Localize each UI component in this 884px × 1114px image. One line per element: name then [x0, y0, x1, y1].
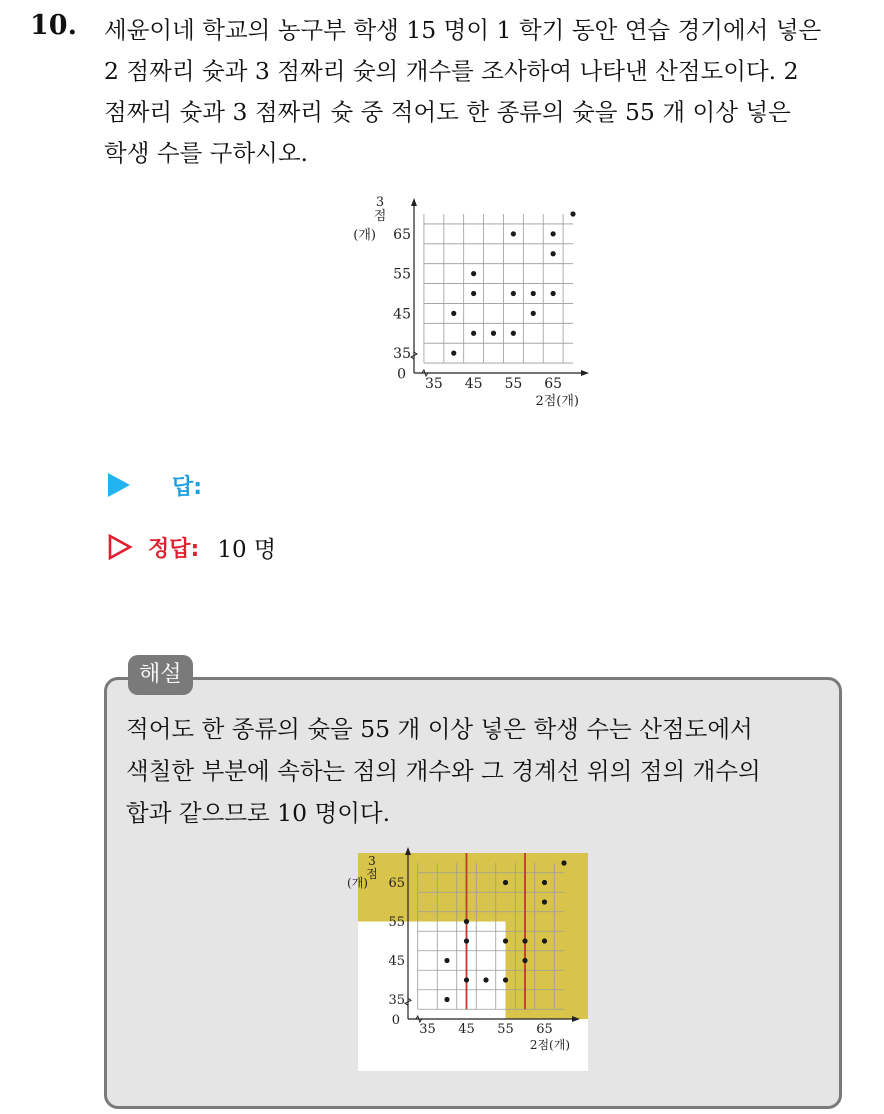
question-line: 학생 수를 구하시오. [104, 139, 309, 167]
data-point [551, 251, 556, 256]
y-tick-label: 55 [393, 266, 411, 283]
data-point [503, 880, 508, 885]
data-point [542, 938, 547, 943]
y-axis-label: 점 [373, 209, 387, 224]
outline-arrow-icon [108, 534, 132, 560]
data-point [522, 938, 527, 943]
question-text [104, 10, 864, 174]
data-point [451, 311, 456, 316]
data-point [483, 977, 488, 982]
answer-row [108, 468, 216, 502]
data-point [511, 231, 516, 236]
question-line: 2 점짜리 슛과 3 점짜리 슛의 개수를 조사하여 나타낸 산점도이다. 2 [104, 57, 799, 85]
axes [411, 198, 589, 376]
y-tick-label: 55 [388, 915, 405, 931]
data-point [503, 977, 508, 982]
data-point [464, 919, 469, 924]
data-point [471, 331, 476, 336]
explanation-tag: 해설 [128, 655, 193, 695]
x-tick-label: 35 [419, 1022, 436, 1037]
y-axis-label: 3 [368, 854, 376, 868]
data-point [451, 351, 456, 356]
y-axis-label: 3 [375, 195, 385, 210]
x-tick-label: 65 [544, 376, 563, 392]
question-number: 10. [30, 10, 77, 41]
x-axis-arrow [581, 370, 589, 376]
y-axis-label: 점 [366, 867, 378, 881]
play-arrow-icon [108, 473, 130, 497]
data-point [444, 958, 449, 963]
data-point [471, 271, 476, 276]
explanation-line: 색칠한 부분에 속하는 점의 개수와 그 경계선 위의 점의 개수의 [126, 757, 761, 785]
data-point [511, 291, 516, 296]
origin-label: 0 [391, 1013, 400, 1029]
question-line: 세윤이네 학교의 농구부 학생 15 명이 1 학기 동안 연습 경기에서 넣은 [104, 16, 822, 44]
y-axis-label: (개) [347, 876, 368, 891]
data-point [522, 958, 527, 963]
x-axis-label: 2점(개) [529, 1038, 570, 1052]
y-tick-label: 45 [393, 306, 411, 323]
x-tick-label: 55 [504, 376, 523, 392]
data-point [464, 977, 469, 982]
data-point [542, 899, 547, 904]
y-tick-label: 45 [388, 954, 405, 970]
x-axis-label: 2점(개) [535, 394, 579, 409]
x-tick-label: 45 [458, 1022, 475, 1037]
grid [424, 214, 573, 363]
data-point [511, 331, 516, 336]
explanation-scatter-plot [347, 853, 590, 1073]
question-scatter-plot [353, 190, 606, 425]
explanation-line: 합과 같으므로 10 명이다. [126, 799, 391, 827]
data-point [531, 291, 536, 296]
data-point [491, 331, 496, 336]
y-axis-arrow [411, 198, 417, 206]
explanation-text [126, 708, 826, 834]
data-point [542, 880, 547, 885]
y-tick-label: 35 [388, 993, 405, 1009]
y-axis-label: (개) [353, 227, 376, 243]
data-point [503, 938, 508, 943]
solution-label: 정답: [148, 536, 200, 562]
data-point [551, 291, 556, 296]
origin-label: 0 [397, 366, 406, 383]
question-line: 점짜리 슛과 3 점짜리 슛 중 적어도 한 종류의 슛을 55 개 이상 넣은 [104, 98, 791, 126]
data-point [464, 938, 469, 943]
solution-row [108, 530, 276, 564]
data-point [471, 291, 476, 296]
y-tick-label: 35 [393, 346, 411, 363]
x-tick-label: 45 [464, 376, 483, 392]
y-tick-label: 65 [388, 876, 405, 892]
data-point [551, 231, 556, 236]
answer-label: 답: [172, 474, 203, 500]
data-point [561, 860, 566, 865]
solution-value: 10 명 [217, 536, 277, 563]
data-point [570, 211, 575, 216]
y-tick-label: 65 [393, 226, 411, 243]
x-tick-label: 55 [497, 1022, 514, 1037]
data-point [531, 311, 536, 316]
explanation-line: 적어도 한 종류의 슛을 55 개 이상 넣은 학생 수는 산점도에서 [126, 715, 753, 743]
data-point [444, 997, 449, 1002]
x-tick-label: 35 [424, 376, 443, 392]
x-tick-label: 65 [536, 1022, 553, 1037]
